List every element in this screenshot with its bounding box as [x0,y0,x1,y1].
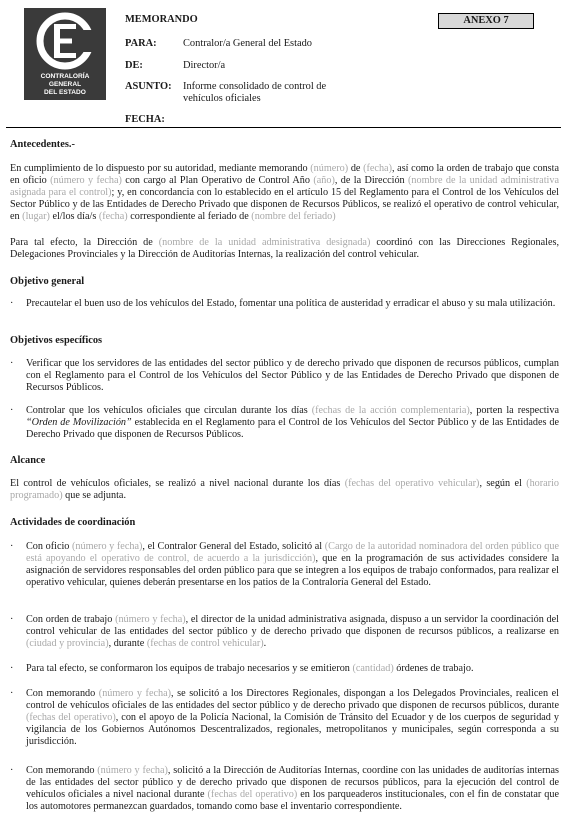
bullet-marker: · [10,405,14,416]
actividad-1: Con oficio (número y fecha), el Contralor General del Estado, solicitó al (Cargo de la autoridad nominadora del orden público que está apoyando el operativo de control, de acuerdo a la jurisdicción), que en la programación de sus actividades considere la asignación de servidores responsables del orden público para que se integren a los equipos de trabajo conformados, para realizar el operativo vehicular, quienes deberán presentarse en los patios de la Contraloría General del Estado. [26,541,559,588]
bullet-marker: · [10,688,14,699]
fecha-label: FECHA: [125,114,165,125]
alcance-text: El control de vehículos oficiales, se realizó a nivel nacional durante los días (fechas del operativo vehicular), según el (horario programado) que se adjunta. [10,478,559,501]
para-label: PARA: [125,38,157,49]
bullet-marker: · [10,765,14,776]
asunto-line2: vehículos oficiales [183,93,261,104]
header-divider [6,127,561,128]
asunto-label: ASUNTO: [125,81,172,92]
bullet-marker: · [10,298,14,309]
actividad-4: Con memorando (número y fecha), se solicitó a los Directores Regionales, dispongan a los Delegados Provinciales, realicen el control de vehículos oficiales de las entidades del sector público y de derecho privado que disponen de recursos públicos, durante (fechas del operativo), con el apoyo de la Policía Nacional, la Comisión de Tránsito del Ecuador y de los cuerpos de seguridad y vigilancia de los Gobiernos Autónomos Descentralizados, regionales, metropolitanos y municipales, según corresponda a su jurisdicción. [26,688,559,747]
actividad-5: Con memorando (número y fecha), solicitó a la Dirección de Auditorías Internas, coordine con las unidades de auditorías internas de las entidades del sector público y de derecho privado que disponen de recursos públicos, para la ejecución del control de vehículos oficiales a nivel nacional durante (fechas del operativo) en los parqueaderos institucionales, con el fin de constatar que los automotores permanezcan guardados, tomando como base el inventario correspondiente. [26,765,559,812]
antecedentes-paragraph-1: En cumplimiento de lo dispuesto por su autoridad, mediante memorando (número) de (fecha), así como la orden de trabajo que consta en oficio (número y fecha) con cargo al Plan Operativo de Control Año (año), de la Dirección (nombre de la unidad administrativa asignada para el control); y, en concordancia con lo establecido en el artículo 15 del Reglamento para el Control de los Vehículos del Sector Público y de las Entidades de Derecho Privado que disponen de Recursos Públicos, se realizó el operativo de control vehicular, en (lugar) el/los día/s (fecha) correspondiente al feriado de (nombre del feriado) [10,163,560,222]
objetivo-especifico-2: Controlar que los vehículos oficiales que circulan durante los días (fechas de la acción complementaria), porten la respectiva “Orden de Movilización” establecida en el Reglamento para el Control de los Vehículos del Sector Público y de las Entidades de Derecho Privado que disponen de Recursos Públicos. [26,405,560,440]
para-value: Contralor/a General del Estado [183,38,312,49]
bullet-marker: · [10,541,14,552]
actividades-heading: Actividades de coordinación [10,517,136,528]
objetivo-general-text: Precautelar el buen uso de los vehículos del Estado, fomentar una política de austeridad y erradicar el abuso y su mala utilización. [26,298,556,309]
antecedentes-heading: Antecedentes.- [10,139,75,150]
objetivos-especificos-heading: Objetivos específicos [10,335,103,346]
memo-title: MEMORANDO [125,14,198,25]
bullet-marker: · [10,614,14,625]
objetivo-general-heading: Objetivo general [10,276,85,287]
antecedentes-paragraph-2: Para tal efecto, la Dirección de (nombre de la unidad administrativa designada) coordinó con las Direcciones Regionales, Delegaciones Provinciales y la Dirección de Auditorías Internas, la realización del control vehicular. [10,237,559,260]
bullet-marker: · [10,358,14,369]
alcance-heading: Alcance [10,455,46,466]
annex-badge: ANEXO 7 [438,13,534,29]
logo-text-line3: DEL ESTADO [44,89,86,96]
contraloria-logo [24,8,106,100]
actividad-3: Para tal efecto, se conformaron los equipos de trabajo necesarios y se emitieron (cantidad) órdenes de trabajo. [26,663,474,674]
objetivo-especifico-1: Verificar que los servidores de las entidades del sector público y de derecho privado que disponen de recursos públicos, cumplan con el Reglamento para el Control de los Vehículos del Sector Público y de las Entidades de Derecho Privado que disponen de Recursos Públicos. [26,358,559,393]
actividad-2: Con orden de trabajo (número y fecha), el director de la unidad administrativa asignada, dispuso a un servidor la coordinación del control vehicular de las entidades del sector público y de derecho privado que disponen de recursos públicos, a realizarse en (ciudad y provincia), durante (fechas de control vehicular). [26,614,559,649]
logo-text-line1: CONTRALORÍA [40,73,90,80]
de-label: DE: [125,60,143,71]
asunto-line1: Informe consolidado de control de [183,81,327,92]
logo-text-line2: GENERAL [48,81,82,88]
bullet-marker: · [10,663,14,674]
de-value: Director/a [183,60,226,71]
